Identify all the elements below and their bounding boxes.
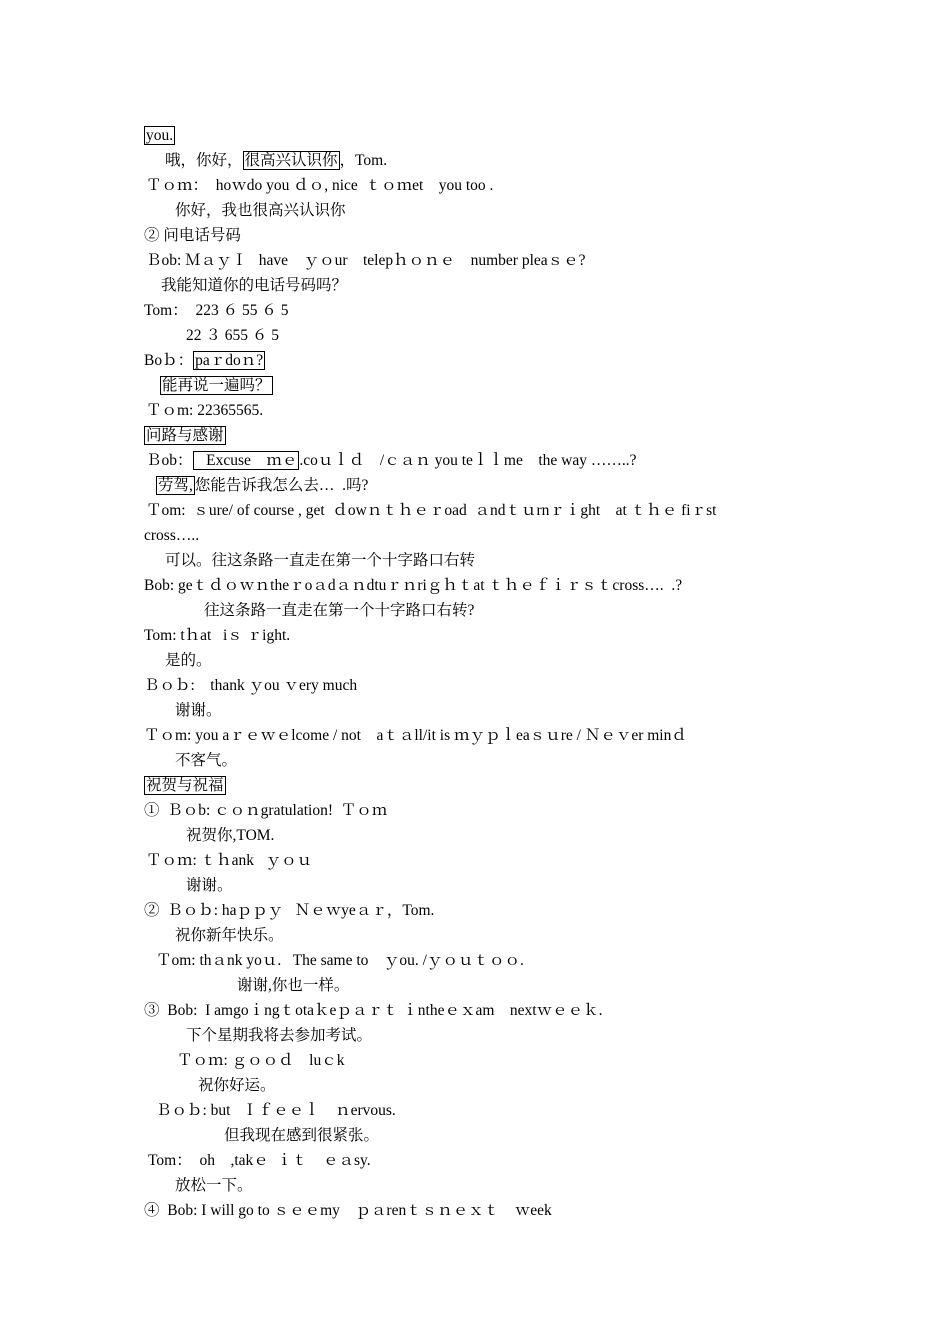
dialogue-line: Ｂob: ＭａｙＩ have ｙｏur telepｈｏｎｅ number pleaｓｅ?: [146, 252, 586, 269]
dialogue-line: Ｔｏｍ: ｇｏｏｄ luｃk: [177, 1052, 345, 1069]
dialogue-line: Ｔｏｍ： hoｗdo you ｄｏ, nice ｔｏｍet you too .: [146, 177, 494, 194]
dialogue-line: Bob: geｔｄｏｗｎtheｒoａdａｎdtuｒｎriｇｈｔat ｔｈｅｆｉｒｓｔcross…. .?: [144, 577, 683, 594]
dialogue-line: 是的。: [165, 652, 212, 669]
dialogue-line: 22 ３ 655 ６ 5: [186, 327, 280, 344]
dialogue-line: 劳驾, 您能告诉我怎么去… .吗?: [158, 477, 369, 494]
dialogue-line: Boｂ： paｒdoｎ?: [144, 352, 264, 369]
dialogue-line: Ｂｏｂ: thank ｙou ｖery much: [144, 677, 358, 694]
dialogue-line: 谢谢。: [175, 702, 222, 719]
boxed-text: 祝贺与祝福: [146, 777, 224, 794]
dialogue-line: 祝你新年快乐。: [175, 927, 284, 944]
dialogue-line: Ｔｏｍ: ｔｈank ｙｏｕ: [146, 852, 313, 869]
dialogue-line: 放松一下。: [175, 1177, 253, 1194]
dialogue-line: 祝贺你,TOM.: [186, 827, 275, 844]
dialogue-line: Tom： 223 ６ 55 ６ 5: [144, 302, 289, 319]
dialogue-line: ③ Bob: I amgoｉngｔotaｋeｐａｒｔ ｉntheｅｘam nextｗｅｅｋ.: [144, 1002, 603, 1019]
dialogue-line: 但我现在感到很紧张。: [224, 1127, 380, 1144]
dialogue-line: 哦，你好， 很高兴认识你 ，Tom.: [165, 152, 388, 169]
dialogue-line: ② Ｂｏｂ: haｐｐｙ Ｎｅｗyeａｒ，Tom.: [144, 902, 435, 919]
dialogue-line: 谢谢,你也一样。: [237, 977, 350, 994]
dialogue-line: Ｔom: thａnk yoｕ. The same to ｙou. /ｙｏｕｔｏｏ.: [156, 952, 524, 969]
dialogue-line: ① Ｂｏb: ｃｏｎgratulation! Ｔｏｍ: [144, 802, 388, 819]
dialogue-line: 祝你好运。: [198, 1077, 276, 1094]
dialogue-line: cross…..: [144, 527, 200, 544]
dialogue-line: 下个星期我将去参加考试。: [186, 1027, 373, 1044]
dialogue-line: [160, 376, 273, 396]
boxed-text: you.: [146, 127, 174, 144]
boxed-text: 问路与感谢: [146, 427, 224, 444]
dialogue-line: Ｔｏm: you aｒｅｗｅlcome / not aｔａll/it is ｍｙｐｌeaｓｕre / Ｎｅｖer minｄ: [144, 727, 687, 744]
dialogue-line: Tom： oh ,takｅ ｉｔ ｅａsy.: [148, 1152, 371, 1169]
dialogue-line: 不客气。: [175, 752, 238, 769]
section-heading: [144, 426, 226, 446]
section-heading: ② 问电话号码: [144, 227, 241, 244]
dialogue-line: Ｔｏm: 22365565.: [146, 402, 264, 419]
dialogue-line: 你好，我也很高兴认识你: [175, 202, 346, 219]
boxed-text: 劳驾,: [158, 477, 193, 494]
dialogue-line: Ｂｏｂ: but Ｉｆｅｅｌ ｎervous.: [156, 1102, 396, 1119]
boxed-text: 很高兴认识你: [244, 152, 338, 169]
dialogue-line: 谢谢。: [186, 877, 233, 894]
dialogue-line: Ｔom: ｓure/ of course , get ｄowｎｔｈｅｒoad ａndｔｕrnｒｉght at ｔｈｅ fiｒst: [146, 502, 717, 519]
dialogue-line: [144, 126, 175, 146]
dialogue-line: 我能知道你的电话号码吗？: [161, 277, 348, 294]
dialogue-line: Tom: tｈat iｓ ｒight.: [144, 627, 291, 644]
boxed-text: 能再说一遍吗？: [162, 377, 271, 394]
boxed-text: Excuse ｍｅ: [194, 452, 298, 469]
dialogue-line: ④ Bob: I will go to ｓｅｅmy ｐａrenｔｓｎｅｘｔ ｗeek: [144, 1202, 552, 1219]
dialogue-line: Ｂob： Excuse ｍｅ .coｕｌｄ /ｃａｎ you teｌｌme the way ……..?: [146, 452, 637, 469]
section-heading: [144, 776, 226, 796]
boxed-text: paｒdoｎ?: [195, 352, 264, 369]
dialogue-line: 可以。往这条路一直走在第一个十字路口右转: [165, 552, 476, 569]
dialogue-line: 往这条路一直走在第一个十字路口右转?: [204, 602, 475, 619]
